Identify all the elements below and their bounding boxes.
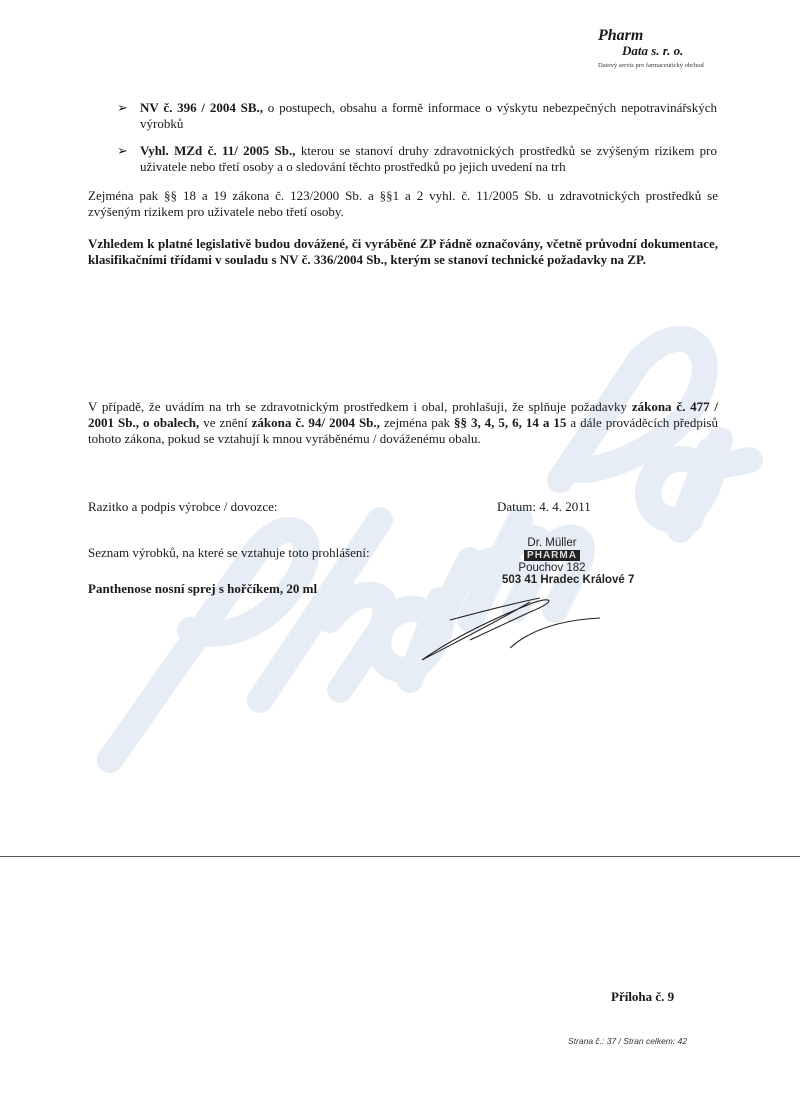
law-reference: Vyhl. MZd č. 11/ 2005 Sb., bbox=[140, 143, 296, 158]
text: ve znění bbox=[199, 415, 252, 430]
stamp-city: 503 41 Hradec Králové 7 bbox=[502, 574, 635, 586]
stamp-street: Pouchov 182 bbox=[518, 562, 586, 574]
text: V případě, že uvádím na trh se zdravotnickým prostředkem i obal, prohlašuji, že splňuje požadavky bbox=[88, 399, 632, 414]
annex-label: Příloha č. 9 bbox=[611, 989, 675, 1004]
text: zejména pak bbox=[379, 415, 454, 430]
logo-line1: Pharm bbox=[598, 27, 644, 44]
product-name: Panthenose nosní sprej s hořčíkem, 20 ml bbox=[88, 581, 318, 596]
signature-label: Razitko a podpis výrobce / dovozce: bbox=[88, 499, 278, 514]
products-label: Seznam výrobků, na které se vztahuje toto prohlášení: bbox=[88, 545, 370, 560]
company-logo bbox=[598, 28, 708, 70]
company-stamp bbox=[502, 537, 635, 586]
arrow-bullet-icon: ➢ bbox=[117, 100, 128, 115]
divider-line bbox=[0, 856, 800, 857]
paragraph-especially: Zejména pak §§ 18 a 19 zákona č. 123/2000 Sb. a §§1 a 2 vyhl. č. 11/2005 Sb. u zdravotnických prostředků se zvýšeným rizikem pro uživatele nebo třetí osoby. bbox=[88, 188, 718, 219]
logo-tagline: Datový servis pro farmaceutický obchod bbox=[598, 62, 704, 69]
text: a dále prováděcích předpisů tohoto zákona, pokud se vztahují k mnou vyráběnému / dováženému obalu. bbox=[88, 415, 718, 446]
arrow-bullet-icon: ➢ bbox=[117, 143, 128, 158]
bullet-text: kterou se stanoví druhy zdravotnických prostředků se zvýšeným rizikem pro uživatele nebo třetí osoby a o sledování těchto prostředků po jejich uvedení na trh bbox=[140, 143, 717, 174]
logo-line2: Data s. r. o. bbox=[622, 43, 684, 58]
law-reference: zákona č. 94/ 2004 Sb., bbox=[251, 415, 380, 430]
bullet-text: o postupech, obsahu a formě informace o výskytu nebezpečných nepotravinářských výrobků bbox=[140, 100, 717, 131]
law-reference: NV č. 396 / 2004 SB., bbox=[140, 100, 264, 115]
page-number: Strana č.: 37 / Stran celkem: 42 bbox=[568, 1036, 688, 1046]
sections: §§ 3, 4, 5, 6, 14 a 15 bbox=[453, 415, 567, 430]
date-label: Datum: 4. 4. 2011 bbox=[497, 499, 591, 514]
bullet-item bbox=[117, 100, 717, 132]
bullet-item bbox=[117, 143, 717, 175]
paragraph-legislation: Vzhledem k platné legislativě budou dovážené, či vyráběné ZP řádně označovány, včetně průvodní dokumentace, klasifikačními třídami v souladu s NV č. 336/2004 Sb., kterým se stanoví technické požadavky na ZP. bbox=[88, 236, 718, 267]
stamp-brand: PHARMA bbox=[524, 550, 580, 561]
law-reference: zákona č. 477 / 2001 Sb., o obalech, bbox=[88, 399, 718, 430]
handwritten-signature bbox=[410, 590, 610, 670]
stamp-name: Dr. Müller bbox=[527, 537, 577, 549]
paragraph-packaging bbox=[88, 399, 718, 447]
